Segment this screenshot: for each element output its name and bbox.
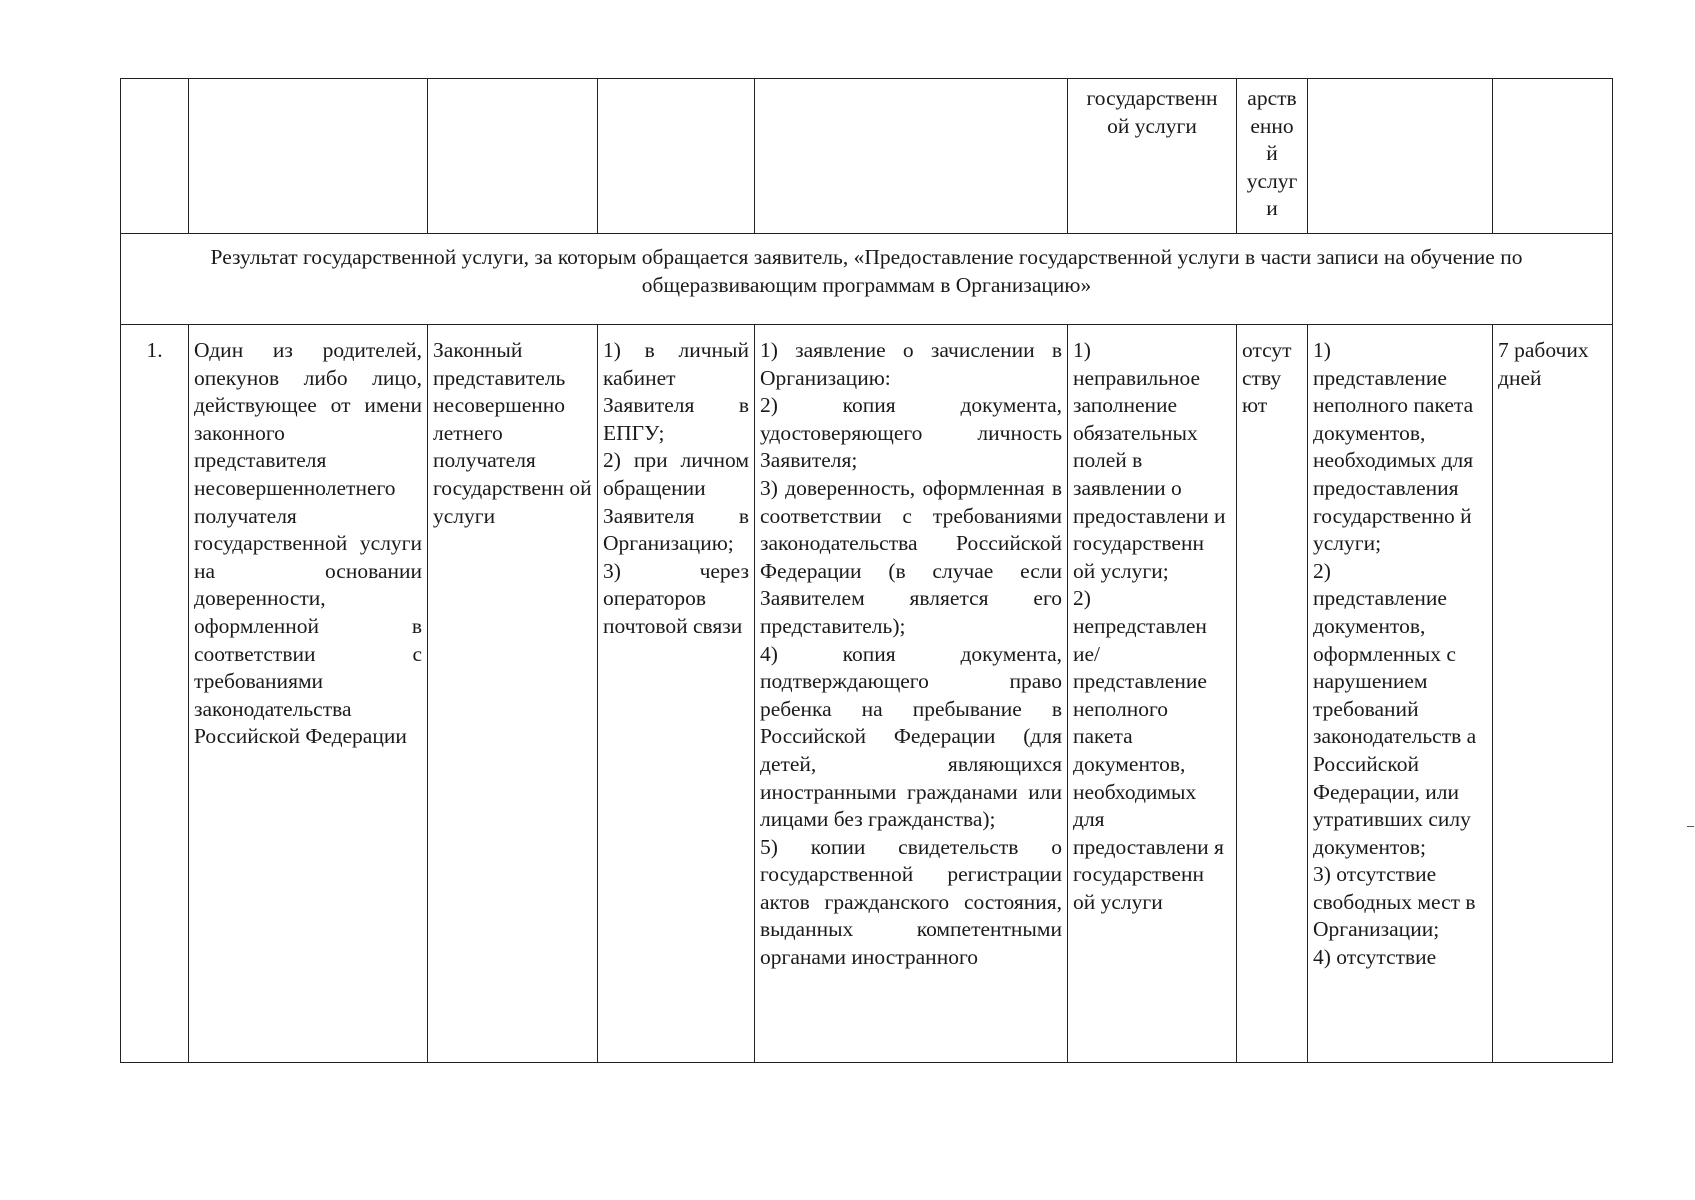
header-cell-7: арств енно й услуг и [1237,79,1308,234]
header-cell-6: государственн ой услуги [1068,79,1237,234]
denial-grounds: 1) представление неполного пакета документов, необходимых для предоставления государственно й услуги; 2) представление документов, оформленных с нарушением требований законодательств а Российской Федерации, или утративших силу документов; 3) отсутствие свободных мест в Организации; 4) отсутствие [1308,325,1493,1063]
section-title-row [121,234,1613,325]
header-cell-4 [598,79,755,234]
header-continuation-row [121,79,1613,234]
refusal-grounds: 1) неправильное заполнение обязательных полей в заявлении о предоставлени и государственн ой услуги; 2) непредставлен ие/ представление неполного пакета документов, необходимых для предоставлени я государственн ой услуги [1068,325,1237,1063]
applicant-category: Один из родителей, опекунов либо лицо, действующее от имени законного представителя несовершеннолетнего получателя государственной услуги на основании доверенности, оформленной в соответствии с требованиями законодательства Российской Федерации [189,325,428,1063]
margin-mark [1687,826,1694,827]
submission-channels: 1) в личный кабинет Заявителя в ЕПГУ; 2) при личном обращении Заявителя в Организацию; 3) через операторов почтовой связи [598,325,755,1063]
header-cell-2 [189,79,428,234]
representative-category: Законный представитель несовершенно летнего получателя государственн ой услуги [428,325,598,1063]
header-cell-8 [1308,79,1493,234]
header-cell-1 [121,79,189,234]
table-row [121,325,1613,1063]
service-term: 7 рабочих дней [1493,325,1613,1063]
section-title: Результат государственной услуги, за которым обращается заявитель, «Предоставление государственной услуги в части записи на обучение по общеразвивающим программам в Организацию» [121,234,1613,325]
services-table [120,78,1613,1063]
header-cell-9 [1493,79,1613,234]
header-cell-5 [755,79,1068,234]
row-number: 1. [121,325,189,1063]
required-documents: 1) заявление о зачислении в Организацию: 2) копия документа, удостоверяющего личность Заявителя; 3) доверенность, оформленная в соответствии с требованиями законодательства Российской Федерации (в случае если Заявителем является его представитель); 4) копия документа, подтверждающего право ребенка на пребывание в Российской Федерации (для детей, являющихся иностранными гражданами или лицами без гражданства); 5) копии свидетельств о государственной регистрации актов гражданского состояния, выданных компетентными органами иностранного [755,325,1068,1063]
header-cell-3 [428,79,598,234]
suspension-grounds: отсут ству ют [1237,325,1308,1063]
